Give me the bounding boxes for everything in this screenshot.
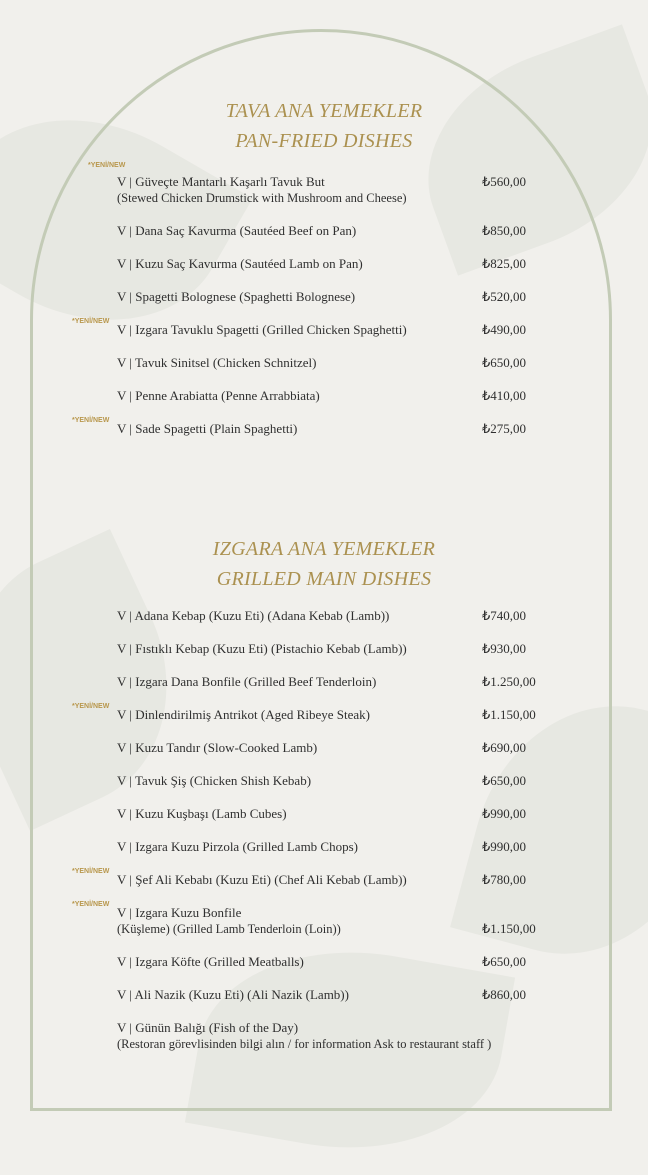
new-badge: *YENİ/NEW [72, 417, 110, 424]
menu-item [0, 223, 648, 256]
item-name: V | Fıstıklı Kebap (Kuzu Eti) (Pistachio Kebab (Lamb)) [117, 641, 407, 656]
section-title-en: PAN-FRIED DISHES [235, 130, 413, 152]
section-pan-fried [0, 96, 648, 454]
item-price: ₺990,00 [482, 806, 527, 821]
item-name: V | Spagetti Bolognese (Spaghetti Bolognese) [117, 289, 356, 304]
item-name: V | Kuzu Tandır (Slow-Cooked Lamb) [117, 740, 318, 755]
item-name: V | Izgara Dana Bonfile (Grilled Beef Tenderloin) [117, 674, 377, 689]
menu-item [0, 703, 648, 740]
item-price: ₺1.150,00 [482, 707, 536, 722]
new-badge: *YENİ/NEW [72, 901, 110, 908]
item-price: ₺825,00 [482, 256, 527, 271]
item-name: V | Izgara Kuzu Bonfile [117, 905, 242, 920]
item-name: V | Şef Ali Kebabı (Kuzu Eti) (Chef Ali Kebab (Lamb)) [117, 872, 407, 887]
item-price: ₺930,00 [482, 641, 527, 656]
menu-item [0, 256, 648, 289]
menu-item [0, 987, 648, 1020]
new-badge: *YENİ/NEW [72, 703, 110, 710]
section-title-tr: IZGARA ANA YEMEKLER [212, 538, 436, 560]
item-price: ₺740,00 [482, 608, 527, 623]
item-name: V | Dinlendirilmiş Antrikot (Aged Ribeye Steak) [117, 707, 370, 722]
item-price: ₺650,00 [482, 773, 527, 788]
item-price: ₺490,00 [482, 322, 527, 337]
item-price: ₺560,00 [482, 174, 527, 189]
item-price: ₺275,00 [482, 421, 527, 436]
menu-item [0, 641, 648, 674]
item-description: (Stewed Chicken Drumstick with Mushroom and Cheese) [117, 191, 407, 205]
item-name: V | Tavuk Sinitsel (Chicken Schnitzel) [117, 355, 317, 370]
item-name: V | Sade Spagetti (Plain Spaghetti) [117, 421, 298, 436]
menu-item [0, 954, 648, 987]
new-badge: *YENİ/NEW [88, 162, 126, 169]
menu-item [0, 806, 648, 839]
item-name: V | Izgara Köfte (Grilled Meatballs) [117, 954, 304, 969]
item-name: V | Izgara Kuzu Pirzola (Grilled Lamb Chops) [117, 839, 358, 854]
item-name: V | Günün Balığı (Fish of the Day) [117, 1020, 299, 1035]
item-price: ₺650,00 [482, 355, 527, 370]
menu-item [0, 162, 648, 223]
item-name: V | Güveçte Mantarlı Kaşarlı Tavuk But [117, 174, 325, 189]
new-badge: *YENİ/NEW [72, 868, 110, 875]
menu-item [0, 901, 648, 954]
menu-item [0, 608, 648, 641]
item-price: ₺990,00 [482, 839, 527, 854]
item-name: V | Adana Kebap (Kuzu Eti) (Adana Kebab (Lamb)) [117, 608, 390, 623]
item-price: ₺780,00 [482, 872, 527, 887]
item-name: V | Kuzu Saç Kavurma (Sautéed Lamb on Pan) [117, 256, 363, 271]
item-description: (Restoran görevlisinden bilgi alın / for information Ask to restaurant staff ) [117, 1037, 492, 1051]
menu-item [0, 318, 648, 355]
item-name: V | Izgara Tavuklu Spagetti (Grilled Chicken Spaghetti) [117, 322, 407, 337]
item-price: ₺410,00 [482, 388, 527, 403]
section-grilled [0, 534, 648, 1069]
item-price: ₺850,00 [482, 223, 527, 238]
item-price: ₺520,00 [482, 289, 527, 304]
item-price: ₺860,00 [482, 987, 527, 1002]
menu-item [0, 740, 648, 773]
item-name: V | Tavuk Şiş (Chicken Shish Kebab) [117, 773, 312, 788]
item-price: ₺690,00 [482, 740, 527, 755]
item-price: ₺1.150,00 [482, 921, 536, 936]
menu-item [0, 1020, 648, 1069]
item-price: ₺650,00 [482, 954, 527, 969]
item-name: V | Penne Arabiatta (Penne Arrabbiata) [117, 388, 320, 403]
section-title-tr: TAVA ANA YEMEKLER [225, 100, 423, 122]
menu-item [0, 355, 648, 388]
menu-item [0, 417, 648, 454]
item-price: ₺1.250,00 [482, 674, 536, 689]
new-badge: *YENİ/NEW [72, 318, 110, 325]
item-name: V | Dana Saç Kavurma (Sautéed Beef on Pan) [117, 223, 357, 238]
item-description: (Küşleme) (Grilled Lamb Tenderloin (Loin)) [117, 922, 341, 936]
item-name: V | Kuzu Kuşbaşı (Lamb Cubes) [117, 806, 287, 821]
section-title-en: GRILLED MAIN DISHES [216, 568, 432, 590]
item-name: V | Ali Nazik (Kuzu Eti) (Ali Nazik (Lamb)) [117, 987, 349, 1002]
menu-item [0, 773, 648, 806]
